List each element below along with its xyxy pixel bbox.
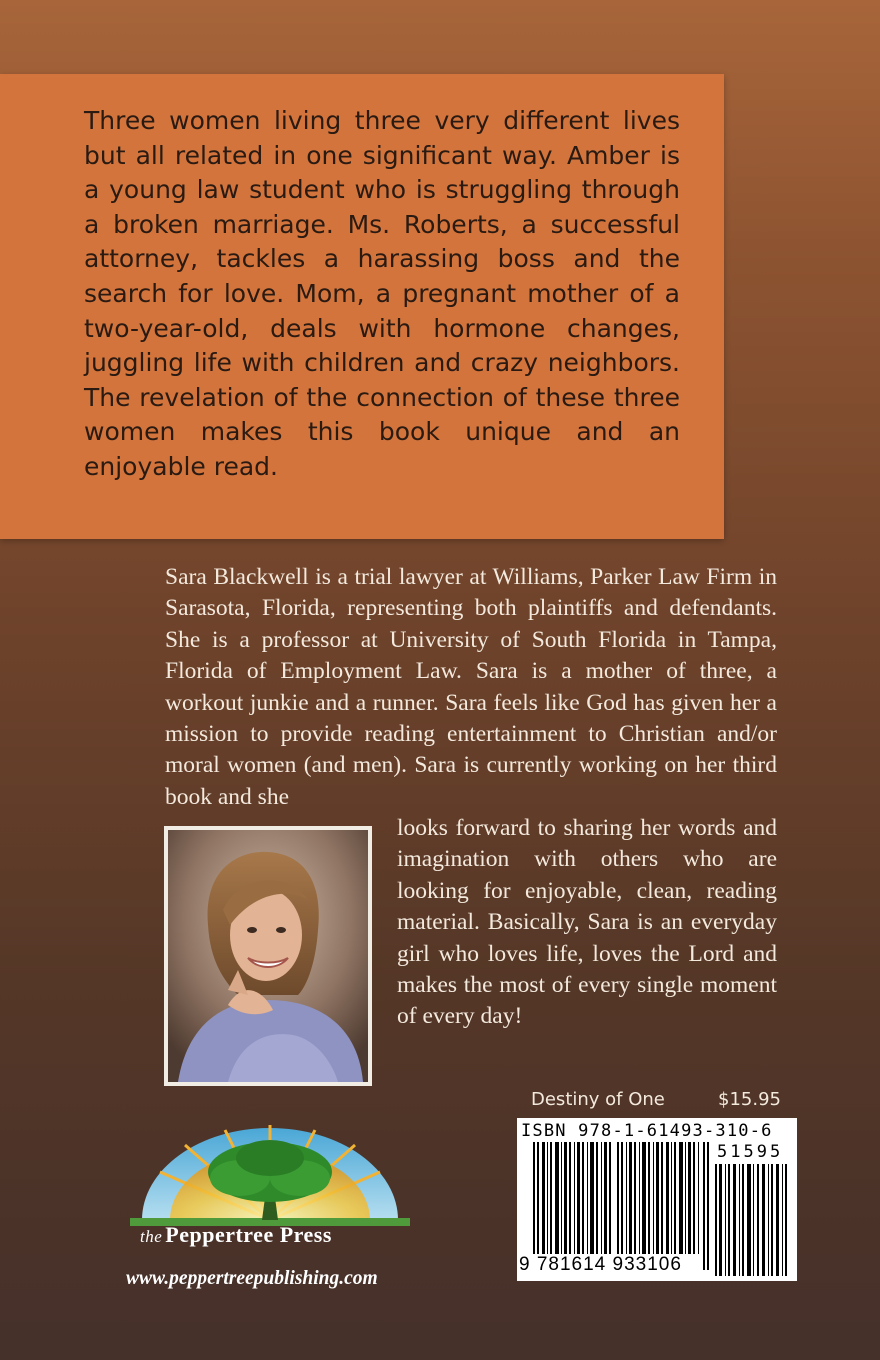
isbn-label: ISBN 978-1-61493-310-6	[521, 1121, 773, 1141]
publisher-name-main: Peppertree Press	[165, 1222, 332, 1247]
book-title: Destiny of One	[531, 1089, 665, 1110]
price-row	[531, 1087, 781, 1115]
author-portrait-image	[168, 830, 368, 1082]
ean-digits: 9 781614 933106	[519, 1254, 682, 1275]
book-price: $15.95	[718, 1089, 781, 1110]
publisher-website: www.peppertreepublishing.com	[126, 1268, 378, 1289]
author-bio-side: looks forward to sharing her words and imagination with others who are looking for enjoyable, clean, reading material. Basically, Sara is an everyday girl who loves life, loves the Lord and makes the most of every single moment of every day!	[397, 815, 777, 1030]
isbn-barcode	[517, 1118, 797, 1281]
author-photo	[164, 826, 372, 1086]
publisher-name	[140, 1222, 400, 1248]
publisher-name-prefix: the	[140, 1227, 163, 1246]
blurb-text: Three women living three very different lives but all related in one significant way. Amber is a young law student who is struggling through a broken marriage. Ms. Roberts, a successful attorney, tackles a harassing boss and the search for love. Mom, a pregnant mother of a two-year-old, deals with hormone changes, juggling life with children and crazy neighbors. The revelation of the connection of these three women makes this book unique and an enjoyable read.	[84, 106, 680, 481]
addon-barcode-bars	[713, 1164, 791, 1276]
ean-barcode-bars	[533, 1142, 713, 1270]
addon-digits: 51595	[717, 1142, 784, 1162]
author-bio-top: Sara Blackwell is a trial lawyer at Williams, Parker Law Firm in Sarasota, Florida, representing both plaintiffs and defendants. She is a professor at University of South Florida in Tampa, Florida of Employment Law. Sara is a mother of three, a workout junkie and a runner. Sara feels like God has given her a mission to provide reading entertainment to Christian and/or moral women (and men). Sara is currently working on her third book and she	[165, 564, 777, 810]
